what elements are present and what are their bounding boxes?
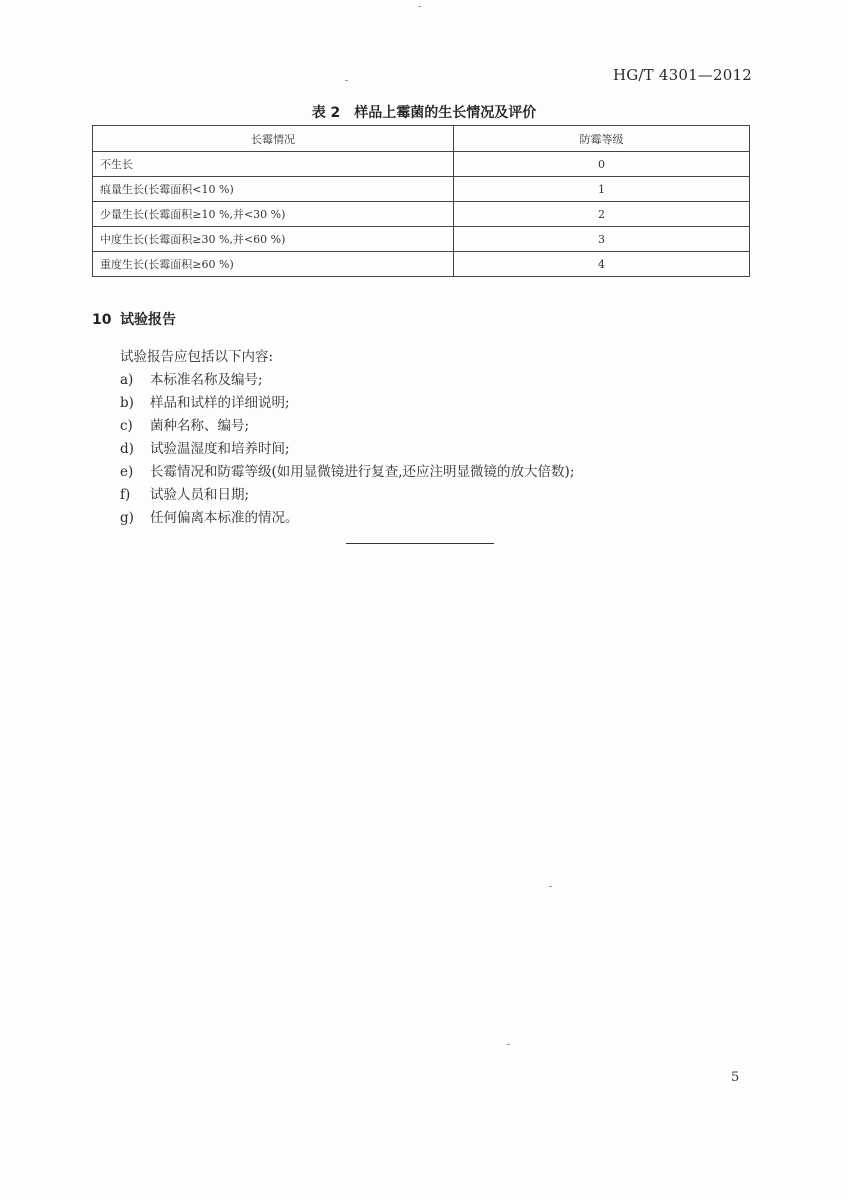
list-item-label: b) xyxy=(120,395,134,411)
list-item xyxy=(120,460,574,480)
list-item-text: 任何偏离本标准的情况。 xyxy=(150,510,299,526)
list-item-label: a) xyxy=(120,372,134,388)
table-caption: 表 2 样品上霉菌的生长情况及评价 xyxy=(311,105,537,121)
scan-speck xyxy=(507,1044,510,1045)
section-title: 试验报告 xyxy=(120,312,176,328)
list-item-text: 长霉情况和防霉等级(如用显微镜进行复查,还应注明显微镜的放大倍数); xyxy=(150,464,575,480)
table-row xyxy=(93,177,750,202)
scan-speck xyxy=(549,886,552,887)
section-number: 10 xyxy=(92,312,112,328)
scan-speck xyxy=(418,6,421,7)
growth-cell: 痕量生长(长霉面积<10 %) xyxy=(93,177,454,202)
column-header-grade: 防霉等级 xyxy=(454,126,750,152)
list-item-text: 菌种名称、编号; xyxy=(150,418,250,434)
section-heading xyxy=(92,309,176,329)
mold-growth-table xyxy=(92,125,750,277)
list-item-text: 试验人员和日期; xyxy=(150,487,250,503)
section-intro: 试验报告应包括以下内容: xyxy=(120,349,274,365)
grade-cell: 1 xyxy=(454,177,750,202)
table-row xyxy=(93,252,750,277)
growth-cell: 中度生长(长霉面积≥30 %,并<60 %) xyxy=(93,227,454,252)
list-item-label: d) xyxy=(120,441,134,457)
column-header-growth: 长霉情况 xyxy=(93,126,454,152)
table-row xyxy=(93,202,750,227)
list-item xyxy=(120,483,249,503)
list-item xyxy=(120,414,249,434)
grade-cell: 3 xyxy=(454,227,750,252)
list-item xyxy=(120,437,290,457)
list-item-text: 样品和试样的详细说明; xyxy=(150,395,290,411)
page-number: 5 xyxy=(731,1070,740,1085)
growth-cell: 少量生长(长霉面积≥10 %,并<30 %) xyxy=(93,202,454,227)
grade-cell: 4 xyxy=(454,252,750,277)
list-item xyxy=(120,391,290,411)
end-of-text-rule xyxy=(346,543,494,544)
grade-cell: 0 xyxy=(454,152,750,177)
table-row xyxy=(93,227,750,252)
scan-speck xyxy=(345,80,348,81)
growth-cell: 重度生长(长霉面积≥60 %) xyxy=(93,252,454,277)
table-header-row xyxy=(93,126,750,152)
standard-code: HG/T 4301—2012 xyxy=(612,66,752,84)
table-row xyxy=(93,152,750,177)
list-item-text: 本标准名称及编号; xyxy=(150,372,263,388)
list-item-label: e) xyxy=(120,464,134,480)
list-item-text: 试验温湿度和培养时间; xyxy=(150,441,290,457)
list-item-label: g) xyxy=(120,510,134,526)
list-item xyxy=(120,506,299,526)
list-item xyxy=(120,368,263,388)
grade-cell: 2 xyxy=(454,202,750,227)
growth-cell: 不生长 xyxy=(93,152,454,177)
list-item-label: c) xyxy=(120,418,133,434)
list-item-label: f) xyxy=(120,487,131,503)
